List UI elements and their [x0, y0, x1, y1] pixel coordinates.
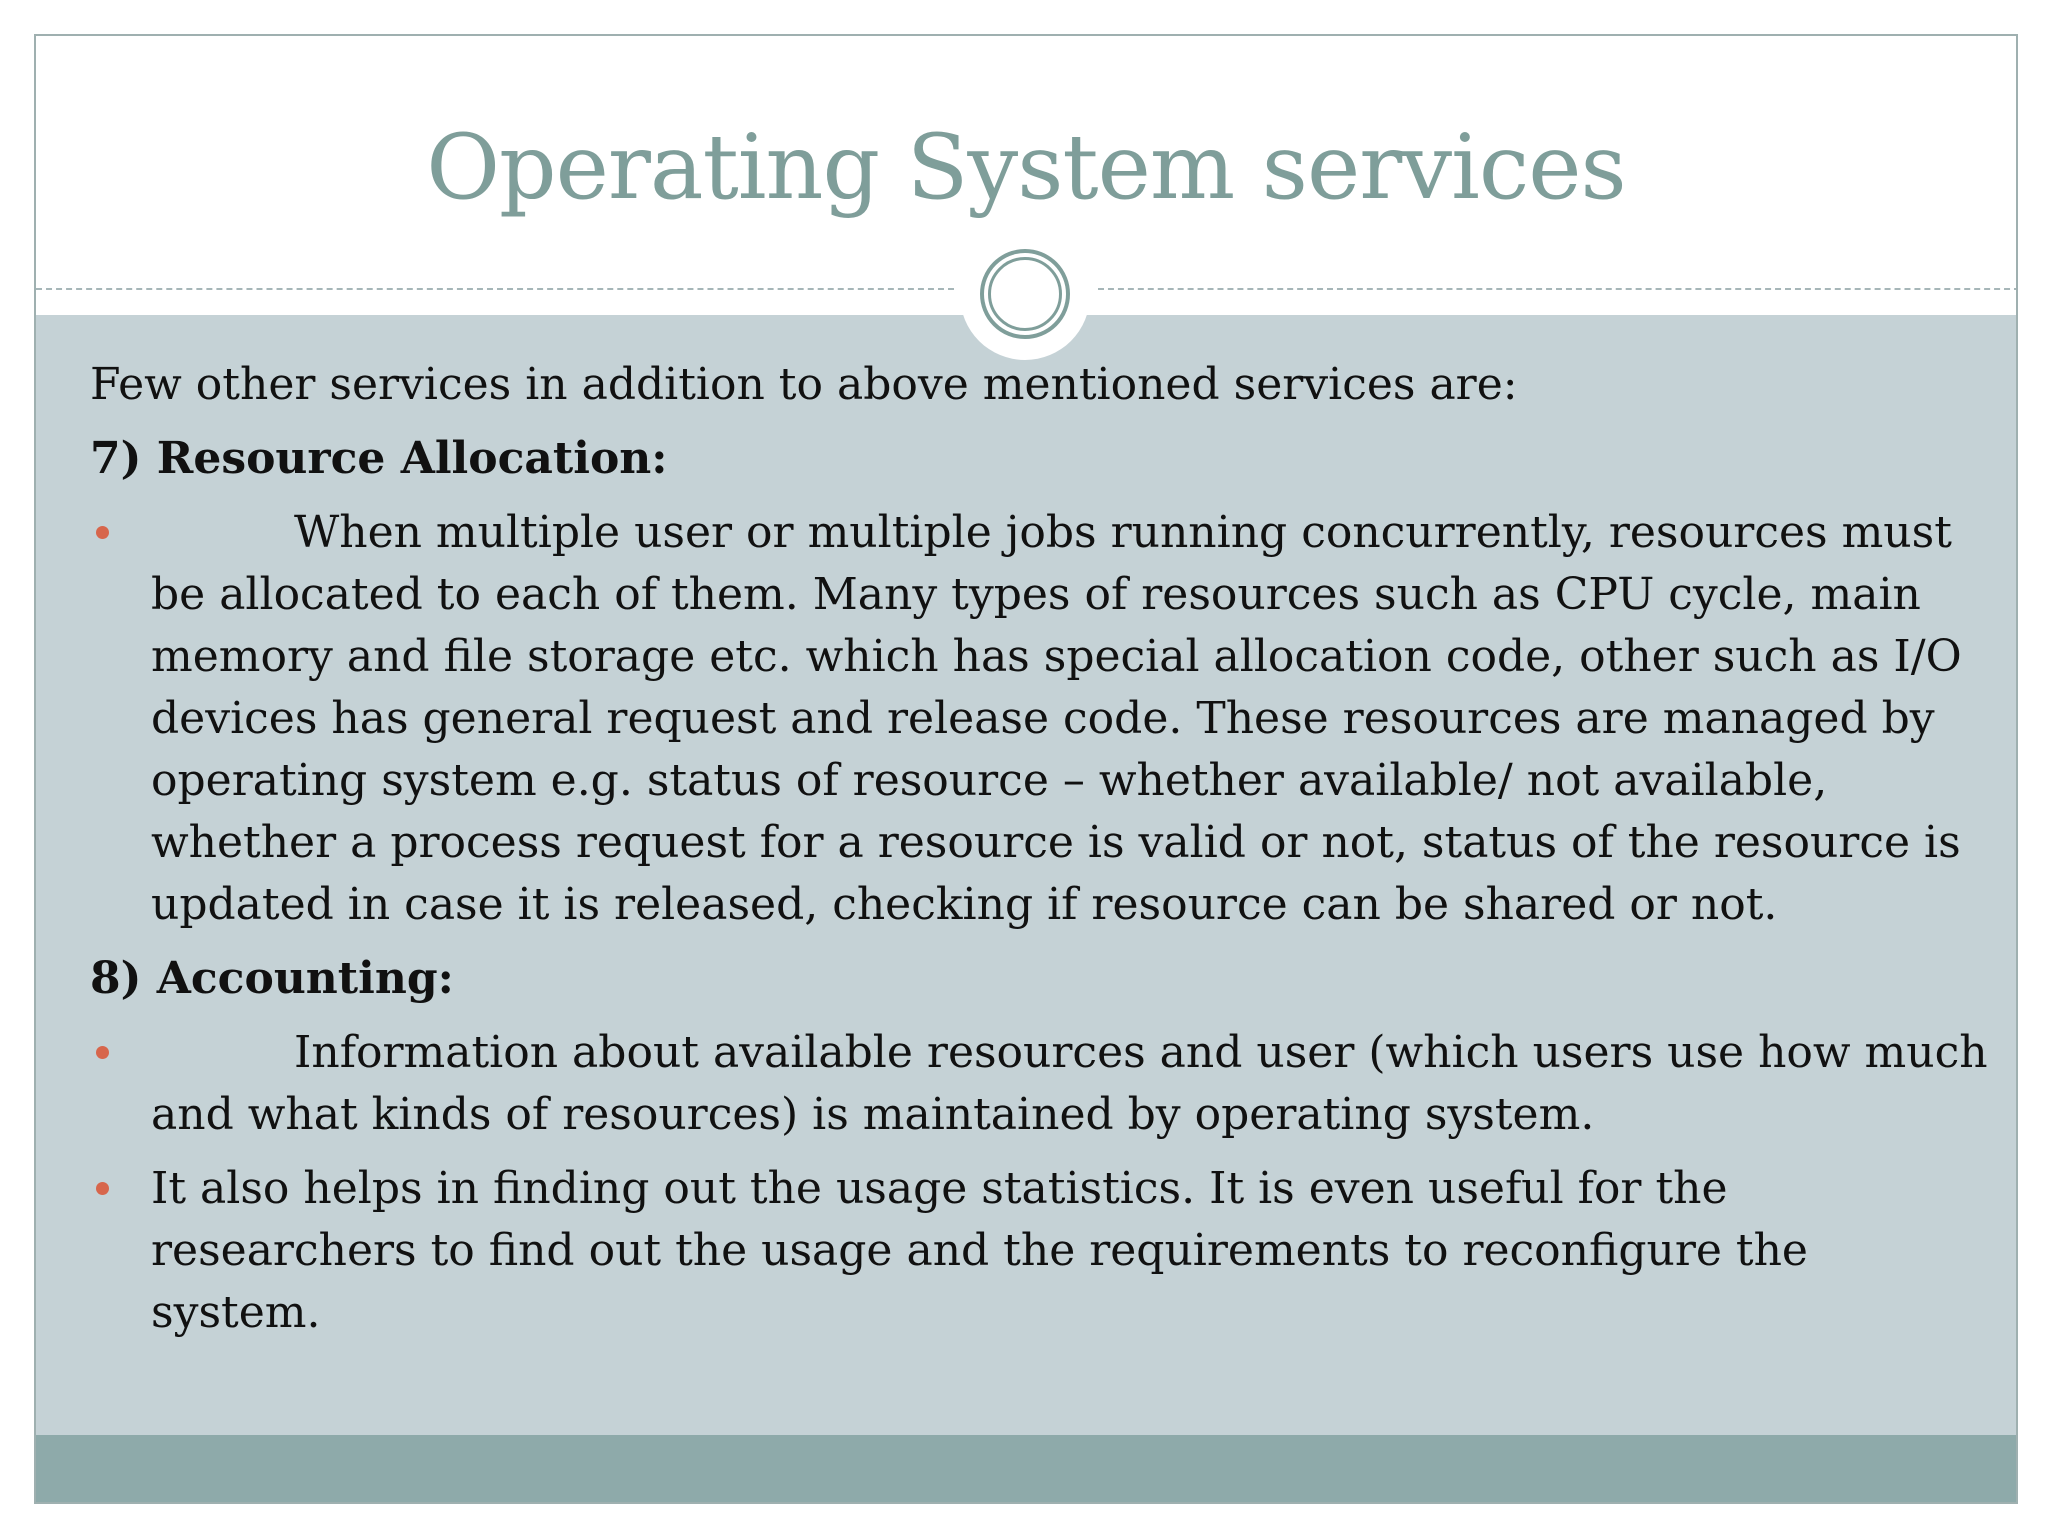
double-circle-inner-ring: [988, 257, 1062, 331]
slide-title: Operating System services: [426, 115, 1626, 220]
section-heading-resource-allocation: 7) Resource Allocation:: [90, 433, 668, 484]
footer-band: [36, 1435, 2016, 1504]
divider-line-left: [36, 288, 954, 290]
bullet-item: [90, 1158, 1990, 1344]
bullet-text: Information about available resources and user (which users use how much and what kinds of resources) is maintained by operating system.: [151, 1027, 1988, 1140]
bullet-dot-icon: [96, 1182, 109, 1195]
divider-line-right: [1098, 288, 2018, 290]
bullet-dot-icon: [96, 1046, 109, 1059]
bullet-dot-icon: [96, 526, 109, 539]
bullet-item: [90, 502, 1990, 936]
bullet-text: When multiple user or multiple jobs running concurrently, resources must be allocated to each of them. Many types of resources such as CPU cycle, main memory and file storage etc. which has special allocation code, other such as I/O devices has general request and release code. These resources are managed by operating system e.g. status of resource – whether available/ not available, whether a process request for a resource is valid or not, status of the resource is updated in case it is released, checking if resource can be shared or not.: [151, 507, 1962, 930]
slide-content: [90, 354, 1990, 1356]
bullet-text: It also helps in finding out the usage statistics. It is even useful for the researchers to find out the usage and the requirements to reconfigure the system.: [151, 1163, 1808, 1338]
slide: [34, 34, 2018, 1504]
intro-text: Few other services in addition to above mentioned services are:: [90, 359, 1518, 410]
bullet-item: [90, 1022, 1990, 1146]
section-heading-accounting: 8) Accounting:: [90, 953, 454, 1004]
